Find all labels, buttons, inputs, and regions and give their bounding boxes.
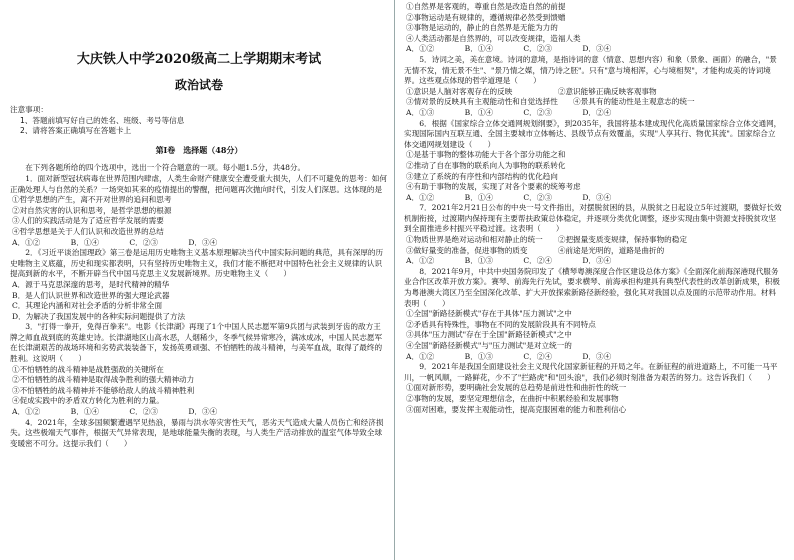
question-option: ④哲学思想是关于人们认识和改造世界的总结 bbox=[12, 226, 164, 236]
question-option: ②矛盾具有特殊性，事物在不同的发展阶段具有不同特点 bbox=[406, 319, 596, 329]
question-option: ①意识是人脑对客观存在的反映 ②意识能够正确反映客观事物 bbox=[406, 86, 657, 96]
question-option: ③人们的实践活动是为了适应哲学发展的需要 bbox=[12, 216, 164, 226]
question-option: ③不怕牺牲的战斗精神并不能够给敌人的战斗精神胜利 bbox=[12, 385, 195, 395]
question-stem: 3．"打得一拳开，免得百拳来"。电影《长津湖》再现了1个中国人民志愿军第9兵团与武装到牙齿的敌方王牌之师血战到底的英雄史诗。长津湖地区山高水恶，人烟稀少，冬季气候异常寒冷，满冰成冰，中国人民志愿军在长津湖艰苦的战场环境和劣势武装装备下，发扬英勇顽强、不怕牺牲的战斗精神，与美军血战，取得了最终的胜利。这说明（ ） bbox=[10, 322, 383, 364]
question-option: B．是人们认识世界和改造世界的强大理论武器 bbox=[12, 290, 170, 300]
question-option: ③面对困难，要发挥主观能动性，提高克服困难的能力和胜利信心 bbox=[406, 404, 627, 414]
question-option: ①自然界是客观的，尊重自然是改造自然的前提 bbox=[406, 2, 566, 11]
question-option: ①不怕牺牲的战斗精神是战胜强敌的关键所在 bbox=[12, 364, 164, 374]
question-option: A．源于马克思深邃的思考，是时代精神的精华 bbox=[12, 279, 170, 289]
question-option: ①是基于事物的整体功能大于各个部分功能之和 bbox=[406, 150, 566, 160]
answer-choices: A．①② B．①③ C．②④ D．③④ bbox=[406, 351, 612, 361]
answer-choices: A．①③ B．①④ C．②③ D．②④ bbox=[406, 107, 612, 117]
answer-choices: A．①② B．①④ C．②③ D．③④ bbox=[12, 237, 218, 247]
left-column bbox=[10, 0, 388, 560]
question-option: ②不怕牺牲的战斗精神是取得战争胜利的强大精神动力 bbox=[12, 375, 195, 385]
question-stem: 1．面对新型冠状病毒在世界范围内肆虐，人类生命财产健康安全遭受重大损失，人们不可避免的思考：如何正确处理人与自然的关系？一场突如其来的疫情提出的警醒，把问题再次抛向时代，引发人们深思。这体现的是 bbox=[10, 173, 387, 194]
question-option: ③事物是运动的，静止的自然界是无能为力的 bbox=[406, 23, 558, 33]
question-option: ①物质世界是绝对运动和相对静止的统一 ②把握量变质变规律，保持事物的稳定 bbox=[406, 235, 687, 245]
notes-heading: 注意事项： bbox=[10, 105, 48, 114]
answer-choices: A．①② B．①④ C．②③ D．③④ bbox=[12, 407, 218, 417]
question-stem: 7．2021年2月21日公布的中央一号文件指出，对摆脱贫困的县，从脱贫之日起设立5年过渡期，要做好长效机制衔接，过渡期内保持现有主要帮扶政策总体稳定，并逐项分类优化调整，逐步实现由集中资源支持脱贫攻坚到全面推进乡村振兴平稳过渡。这表明（ ） bbox=[404, 203, 782, 234]
note-item: 2、请将答案正确填写在答题卡上 bbox=[20, 126, 132, 136]
answer-choices: A．①② B．①④ C．②③ D．③④ bbox=[406, 44, 612, 54]
question-option: ①哲学思想的产生，离不开对世界的追问和思考 bbox=[12, 195, 172, 205]
answer-choices: A．①② B．①③ C．②④ D．③④ bbox=[406, 256, 612, 266]
question-option: ③情对景的反映具有主观能动性和自觉选择性 ④景具有的能动性是主观意志的统一 bbox=[406, 97, 695, 107]
question-option: ④人类活动都是自然界的，可以改变规律，造福人类 bbox=[406, 33, 581, 43]
question-option: ②事物的发展，要坚定理想信念，在曲折中积累经验和发展事物 bbox=[406, 393, 619, 403]
question-option: ④有助于事物的发展，实现了对各个要素的统筹考虑 bbox=[406, 182, 581, 192]
question-stem: 9．2021年是我国全面建设社会主义现代化国家新征程的开局之年。在新征程的前进道路上，不可能一马平川，一帆风顺，一路鲜花，少不了"拦路虎"和"回头浪"，我们必须时刻准备为艰苦的努力。这告诉我们（ ） bbox=[404, 362, 778, 382]
question-option: ①面对新形势，要明确社会发展的总趋势是前进性和曲折性的统一 bbox=[406, 383, 627, 393]
right-column bbox=[404, 0, 782, 560]
school-title: 大庆铁人中学2020级高二上学期期末考试 bbox=[76, 52, 322, 67]
question-stem: 8．2021年9月，中共中央国务院印发了《横琴粤澳深度合作区建设总体方案》《全面深化前海深港现代服务业合作区改革开放方案》。赛琴、前海先行先试，要求横琴、前海承担构建具有典型代表性的改革创新成果，积极为粤港澳大湾区乃至全国深化改革、扩大开放探索新路径新经验，强化其对我国以点及面的示范带动作用。材料表明（ ） bbox=[404, 266, 780, 308]
question-stem: 5．诗词之美，美在意境。诗词的意境，是指诗词的意（情意、思想内容）和象（景象、画面）的融合，"景无情不发，情无景不生"、"景乃情之媒，情乃诗之胚"。只有"意与境相浑，心与境相契"，才能构成美的诗词境界。这些观点体现的哲学道理是（ ） bbox=[404, 54, 777, 86]
question-option: ②对自然灾害的认识和思考，是哲学思想的根源 bbox=[12, 205, 172, 215]
notes-block bbox=[10, 105, 388, 137]
subject-title: 政治试卷 bbox=[174, 78, 223, 92]
question-option: ④促成实践中的矛盾双方转化为胜利的力量。 bbox=[12, 396, 164, 406]
column-divider bbox=[394, 0, 395, 560]
question-option: ①全国"新路径新模式"存在于具体"压力测试"之中 bbox=[406, 309, 572, 319]
question-option: ③做好量变的准备，促进事物的质变 ④前途是光明的，道路是曲折的 bbox=[406, 245, 665, 255]
question-option: ③具体"压力测试"存在于全国"新路径新模式"之中 bbox=[406, 330, 572, 340]
question-stem: 6．根据《国家综合立体交通网规划纲要》，到2035年，我国将基本建成现代化高质量国家综合立体交通网，实现国际国内互联互通、全国主要城市立体畅达、县级节点有效覆盖，实现"人享其行、物优其流"。国家综合立体交通网规划建设（ ） bbox=[404, 118, 782, 149]
question-stem: 4．2021年，全球多国频繁遭遇罕见热浪，暴雨与洪水等灾害性天气，恶劣天气造成大量人员伤亡和经济损失。这些极端天气事件，根据天气异常表现，是地球能量失衡的表现，与人类生产活动排放的温室气体导致全球变暖密不可分。这提示我们（ ） bbox=[10, 417, 384, 448]
answer-choices: A．①② B．①④ C．②③ D．③④ bbox=[406, 192, 612, 202]
question-option: D．为解决了我国发展中的各种实际问题提供了方法 bbox=[12, 311, 186, 321]
question-option: ③建立了系统的有序性和内部结构的优化趋向 bbox=[406, 171, 558, 181]
question-option: ②推动了自在事物的联系向人为事物的联系转化 bbox=[406, 160, 566, 170]
question-option: ②事物运动是有规律的，遵循规律必然受到馈赠 bbox=[406, 12, 566, 22]
section-intro: 在下列各题所给的四个选项中，选出一个符合题意的一项。每小题1.5分，共48分。 bbox=[25, 163, 306, 173]
question-stem: 2．《习近平谈治国理政》第三卷是运用历史唯物主义基本原理解决当代中国实际问题的典范，具有深厚的历史唯物主义底蕴，历史和现实都表明，只有坚持历史唯物主义，我们才能不断把对中国特色社会主义规律的认识提高到新的水平，不断开辟当代中国马克思主义发展新境界。历史唯物主义（ ） bbox=[10, 248, 384, 279]
question-option: ④全国"新路径新模式"与"压力测试"是对立统一的 bbox=[406, 341, 572, 350]
note-item: 1、答题前填写好自己的姓名、班级、考号等信息 bbox=[20, 115, 185, 125]
section-title: 第Ⅰ卷 选择题（48分） bbox=[155, 144, 243, 155]
question-option: C．其理论内涵和对社会矛盾的分析非常全面 bbox=[12, 301, 163, 311]
